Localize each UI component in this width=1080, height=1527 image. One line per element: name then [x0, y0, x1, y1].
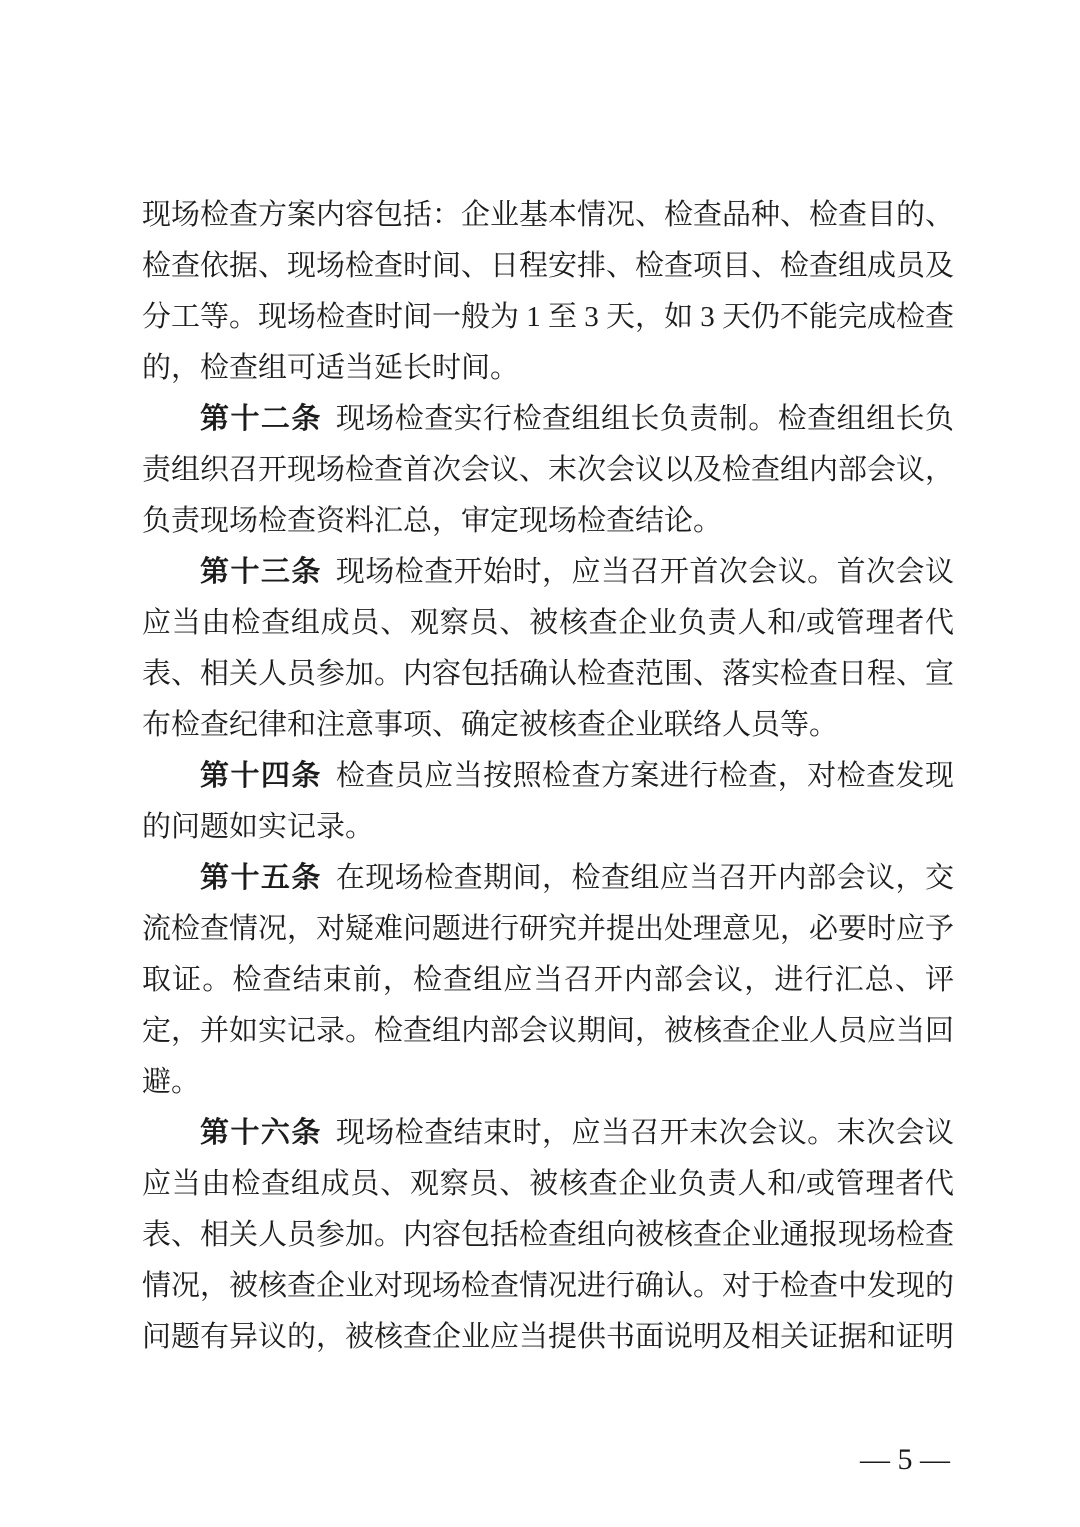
paragraph-text: 现场检查方案内容包括：企业基本情况、检查品种、检查目的、检查依据、现场检查时间、日程安排、检查项目、检查组成员及分工等。现场检查时间一般为 1 至 3 天，如 3 天仍不能完成检查的，检查组可适当延长时间。 [142, 199, 955, 384]
paragraph-text: 现场检查实行检查组组长负责制。检查组组长负责组织召开现场检查首次会议、末次会议以及检查组内部会议，负责现场检查资料汇总，审定现场检查结论。 [142, 403, 955, 537]
paragraph-text: 在现场检查期间，检查组应当召开内部会议，交流检查情况，对疑难问题进行研究并提出处理意见，必要时应予取证。检查结束前，检查组应当召开内部会议，进行汇总、评定，并如实记录。检查组内部会议期间，被核查企业人员应当回避。 [142, 862, 955, 1098]
paragraph-article-15 [142, 853, 954, 1108]
paragraph-article-13 [142, 547, 954, 751]
paragraph-article-12 [142, 394, 954, 547]
paragraph-continuation [142, 190, 954, 394]
page-number: — 5 — [860, 1443, 950, 1476]
article-number-label: 第十三条 [200, 556, 322, 588]
article-number-label: 第十六条 [200, 1117, 322, 1149]
article-number-label: 第十四条 [200, 760, 322, 792]
article-number-label: 第十五条 [200, 862, 322, 894]
paragraph-text: 检查员应当按照检查方案进行检查，对检查发现的问题如实记录。 [142, 760, 954, 843]
page-footer [142, 1439, 954, 1481]
paragraph-article-16 [142, 1108, 954, 1363]
article-number-label: 第十二条 [200, 403, 322, 435]
paragraph-article-14 [142, 751, 954, 853]
paragraph-text: 现场检查结束时，应当召开末次会议。末次会议应当由检查组成员、观察员、被核查企业负责人和/或管理者代表、相关人员参加。内容包括检查组向被核查企业通报现场检查情况，被核查企业对现场检查情况进行确认。对于检查中发现的问题有异议的，被核查企业应当提供书面说明及相关证据和证明 [142, 1117, 955, 1353]
paragraph-text: 现场检查开始时，应当召开首次会议。首次会议应当由检查组成员、观察员、被核查企业负责人和/或管理者代表、相关人员参加。内容包括确认检查范围、落实检查日程、宣布检查纪律和注意事项、确定被核查企业联络人员等。 [142, 556, 955, 741]
